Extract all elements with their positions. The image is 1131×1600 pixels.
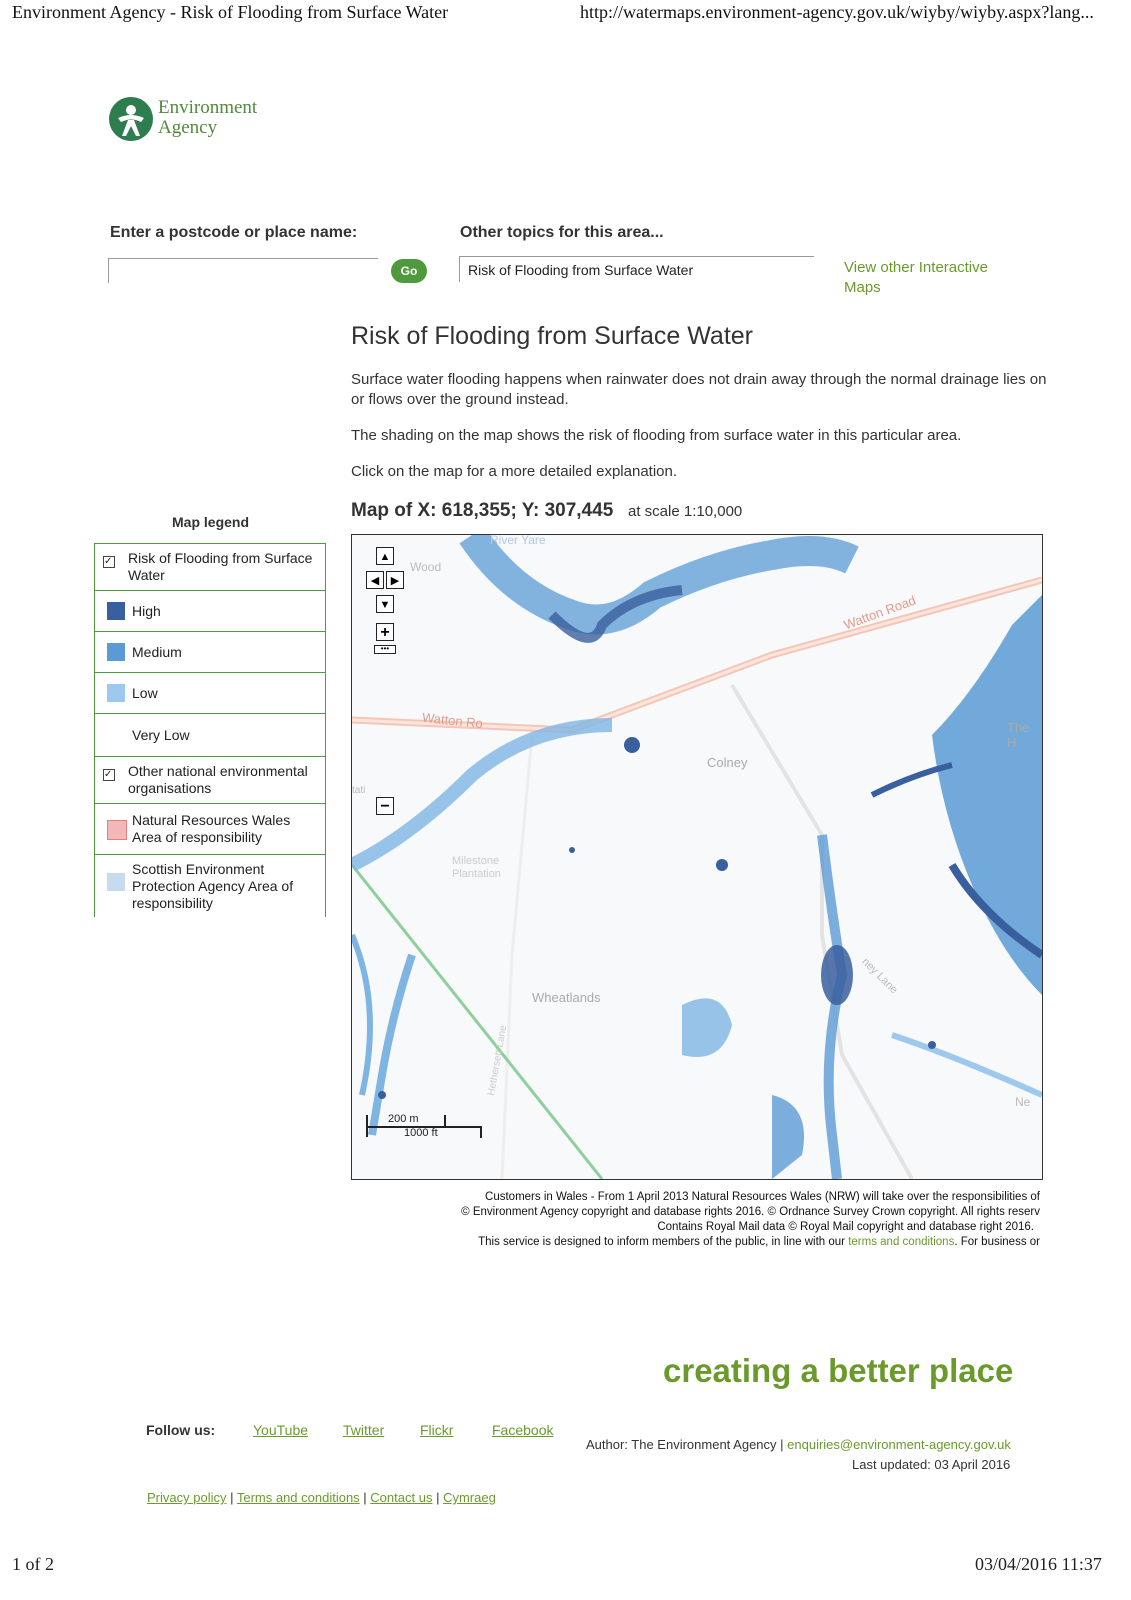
follow-us-label: Follow us: bbox=[146, 1422, 216, 1438]
tagline: creating a better place bbox=[663, 1352, 1014, 1389]
legend-item-low bbox=[95, 673, 325, 714]
copyright-line4-text: This service is designed to inform members of the public, in line with our bbox=[478, 1236, 846, 1248]
footer-links: Privacy policy | Terms and conditions | Contact us | Cymraeg bbox=[147, 1490, 496, 1505]
legend-item-medium bbox=[95, 632, 325, 673]
legend-label-nrw: Natural Resources Wales Area of responsibility bbox=[132, 812, 291, 845]
legend-layer-other-orgs[interactable] bbox=[95, 757, 325, 804]
logo-icon bbox=[108, 96, 154, 142]
map-label-tati: tati bbox=[352, 785, 366, 796]
legend-item-nrw bbox=[95, 804, 325, 855]
zoom-slider[interactable]: ••• bbox=[374, 645, 396, 654]
cymraeg-link[interactable]: Cymraeg bbox=[443, 1490, 496, 1505]
legend-item-very-low bbox=[95, 714, 325, 757]
print-page-number: 1 of 2 bbox=[12, 1554, 54, 1574]
copyright-block bbox=[420, 1190, 1040, 1250]
legend-item-high bbox=[95, 591, 325, 632]
copyright-line2: © Environment Agency copyright and database rights 2016. © Ordnance Survey Crown copyright. All rights reserv bbox=[461, 1206, 1040, 1218]
legend-label-low: Low bbox=[132, 685, 158, 701]
print-page-title: Environment Agency - Risk of Flooding from Surface Water bbox=[12, 2, 449, 22]
map-label-ne: Ne bbox=[1015, 1095, 1031, 1109]
scale-feet: 1000 ft bbox=[404, 1127, 438, 1139]
zoom-in-button[interactable]: + bbox=[376, 623, 394, 641]
layer-checkbox-other-orgs[interactable]: ✓ bbox=[103, 769, 115, 781]
legend-swatch-high bbox=[107, 602, 125, 620]
legend-swatch-nrw bbox=[107, 820, 127, 840]
pan-down-button[interactable]: ▼ bbox=[376, 595, 394, 613]
contact-us-link[interactable]: Contact us bbox=[370, 1490, 433, 1505]
map-legend bbox=[94, 543, 326, 917]
layer-checkbox-flooding[interactable]: ✓ bbox=[103, 556, 115, 568]
click-paragraph: Click on the map for a more detailed explanation. bbox=[351, 463, 678, 480]
author-line bbox=[586, 1437, 1011, 1452]
flickr-link[interactable]: Flickr bbox=[420, 1422, 454, 1438]
legend-swatch-medium bbox=[107, 643, 125, 661]
map-scale-bar bbox=[366, 1115, 482, 1139]
author-email-link[interactable]: enquiries@environment-agency.gov.uk bbox=[787, 1437, 1011, 1452]
last-updated: Last updated: 03 April 2016 bbox=[852, 1457, 1011, 1472]
terms-conditions-inline-link[interactable]: terms and conditions bbox=[848, 1236, 955, 1248]
legend-label-high: High bbox=[132, 603, 161, 619]
map-label-ney-lane: ney Lane bbox=[859, 955, 900, 997]
environment-agency-logo[interactable] bbox=[108, 96, 154, 147]
page-title: Risk of Flooding from Surface Water bbox=[351, 322, 753, 350]
legend-item-sepa bbox=[95, 855, 325, 917]
map-label-wood: Wood bbox=[410, 560, 442, 574]
youtube-link[interactable]: YouTube bbox=[253, 1422, 309, 1438]
legend-swatch-sepa bbox=[107, 873, 125, 891]
copyright-line1: Customers in Wales - From 1 April 2013 Natural Resources Wales (NRW) will take over the responsibilities of bbox=[485, 1191, 1040, 1203]
map-label-watton-road-1: Watton Road bbox=[841, 592, 918, 633]
logo-text-line2: Agency bbox=[158, 117, 218, 138]
postcode-input[interactable] bbox=[108, 258, 378, 283]
legend-swatch-low bbox=[107, 684, 125, 702]
copyright-line4-end: . For business or bbox=[954, 1236, 1040, 1248]
postcode-label: Enter a postcode or place name: bbox=[110, 224, 358, 241]
legend-layer-flooding[interactable] bbox=[95, 544, 325, 591]
legend-label-medium: Medium bbox=[132, 644, 182, 660]
map-label-wheatlands: Wheatlands bbox=[532, 990, 601, 1005]
copyright-line3: Contains Royal Mail data © Royal Mail copyright and database right 2016. bbox=[657, 1221, 1034, 1233]
map-label-watton-road-2: Watton Ro bbox=[421, 709, 484, 732]
terms-conditions-link[interactable]: Terms and conditions bbox=[236, 1490, 360, 1505]
map-label-colney: Colney bbox=[707, 755, 748, 770]
logo-text-line1: Environment bbox=[158, 97, 258, 118]
legend-label-very-low: Very Low bbox=[132, 727, 190, 743]
scale-metres: 200 m bbox=[388, 1113, 419, 1125]
pan-left-button[interactable]: ◀ bbox=[366, 571, 384, 589]
flood-map[interactable] bbox=[351, 534, 1043, 1180]
map-label-the-h: The H bbox=[1007, 720, 1030, 750]
legend-layer-label: Other national environmental organisations bbox=[128, 763, 308, 796]
pan-right-button[interactable]: ▶ bbox=[386, 571, 404, 589]
copyright-line4 bbox=[420, 1235, 1040, 1250]
legend-layer-label: Risk of Flooding from Surface Water bbox=[128, 550, 313, 583]
zoom-out-button[interactable]: − bbox=[376, 797, 394, 815]
map-label-milestone: Milestone Plantation bbox=[452, 855, 501, 880]
intro-paragraph: Surface water flooding happens when rainwater does not drain away through the normal drainage lies on or flows over the ground instead. bbox=[351, 371, 1047, 408]
pan-up-button[interactable]: ▲ bbox=[376, 547, 394, 565]
author-label: Author: The Environment Agency | bbox=[586, 1437, 784, 1452]
legend-label-sepa: Scottish Environment Protection Agency Area of responsibility bbox=[132, 861, 294, 911]
go-button[interactable]: Go bbox=[391, 259, 427, 283]
shading-paragraph: The shading on the map shows the risk of flooding from surface water in this particular area. bbox=[351, 427, 962, 444]
map-coordinates: Map of X: 618,355; Y: 307,445 bbox=[351, 500, 614, 521]
other-topics-label: Other topics for this area... bbox=[460, 224, 664, 241]
topic-select[interactable]: Risk of Flooding from Surface Water bbox=[459, 256, 814, 282]
view-other-maps-link[interactable]: View other Interactive Maps bbox=[844, 259, 988, 296]
print-url: http://watermaps.environment-agency.gov.uk/wiyby/wiyby.aspx?lang... bbox=[580, 2, 1094, 22]
facebook-link[interactable]: Facebook bbox=[492, 1422, 554, 1438]
legend-title: Map legend bbox=[172, 514, 250, 530]
privacy-policy-link[interactable]: Privacy policy bbox=[147, 1490, 227, 1505]
map-scale: at scale 1:10,000 bbox=[628, 503, 743, 520]
twitter-link[interactable]: Twitter bbox=[343, 1422, 385, 1438]
map-label-river: River Yare bbox=[490, 534, 546, 547]
print-datetime: 03/04/2016 11:37 bbox=[975, 1554, 1102, 1574]
map-label-lane: Hethersett Lane bbox=[485, 1024, 510, 1097]
